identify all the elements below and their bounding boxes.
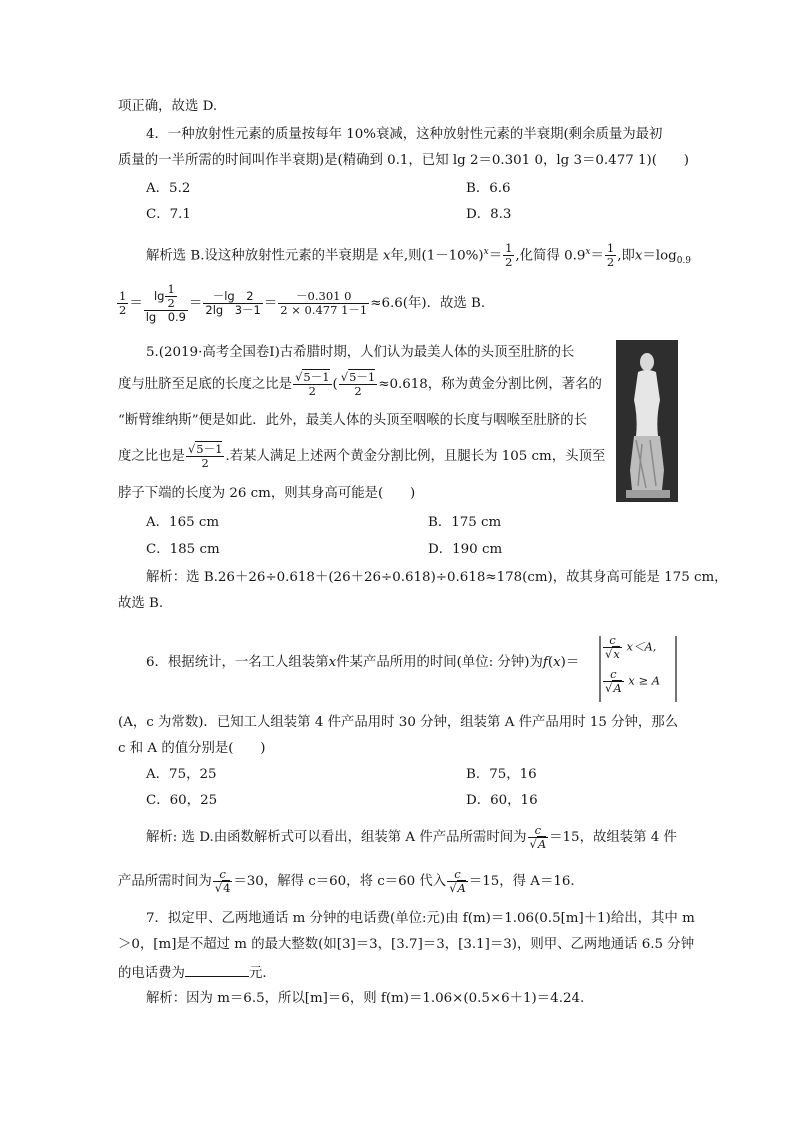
case-1 bbox=[602, 634, 656, 661]
q4-answer-line2: $\frac{1}{2}$ ＝ lg $\frac{1}{2}$ lg 0.9 ＝ $\frac{-\lg 2}{2\lg 3-1}$ ＝ $\frac{-0.301 0}{2 \times 0.477 1-1}$ ≈6.6(年)．故选 B. bbox=[119, 282, 486, 324]
numerator: 1 bbox=[505, 241, 513, 256]
numerator: 1 bbox=[606, 241, 615, 256]
denominator: 2 bbox=[167, 296, 175, 310]
text-span: ( bbox=[547, 655, 554, 670]
numerator: √5－1 bbox=[295, 370, 330, 384]
text-span: 度与肚脐至足底的长度之比是 bbox=[118, 377, 293, 392]
fraction-half bbox=[605, 242, 616, 269]
text-span: 质量的一半所需的时间叫作半衰期)是(精确到 0.1，已知 lg 2＝0.301 0，lg 3＝0.477 1)( ) bbox=[118, 153, 689, 168]
numerator: c bbox=[528, 824, 549, 838]
fraction-golden bbox=[293, 371, 331, 398]
denominator: √A bbox=[605, 681, 622, 695]
text-span: 7．拟定甲、乙两地通话 m 分钟的电话费(单位:元)由 f(m)＝1.06(0.5[m]＋1)给出，其中 m bbox=[146, 911, 695, 926]
numerator: －0.301 0 bbox=[278, 290, 369, 304]
denominator: lg 0.9 bbox=[145, 310, 187, 324]
text-span: 产品所需时间为 bbox=[118, 874, 212, 889]
fraction-c-sqrt-a bbox=[447, 868, 468, 895]
fraction-lg-half bbox=[144, 283, 188, 324]
text-span: ＝15，得 A＝16. bbox=[468, 874, 575, 889]
q5-stem-line1 bbox=[0, 344, 794, 362]
text-span: )＝ bbox=[560, 655, 580, 670]
numerator: c bbox=[603, 668, 624, 682]
text-span: ≈0.618，称为黄金分割比例，著名的 bbox=[378, 377, 602, 392]
denominator: √A bbox=[449, 881, 466, 895]
text-span: 元． bbox=[248, 966, 276, 981]
fraction-numeric bbox=[278, 290, 369, 317]
denominator: 2lg 3－1 bbox=[205, 303, 261, 317]
fraction-c-sqrt-a bbox=[528, 824, 549, 851]
q6-stem-line3 bbox=[0, 740, 794, 758]
denominator: √A bbox=[529, 837, 547, 851]
fraction-half bbox=[503, 242, 514, 269]
text-span: 解析：选 B.26＋26÷0.618＋(26＋26÷0.618)÷0.618≈178(cm)，故其身高可能是 175 cm， bbox=[146, 570, 728, 585]
q6-answer-line1 bbox=[0, 818, 794, 858]
denominator: 2 × 0.477 1－1 bbox=[280, 303, 368, 317]
text-span: 年,则(1－10%) bbox=[390, 248, 484, 264]
text-span: ＝ bbox=[590, 248, 604, 264]
q4-option-d: D．8.3 bbox=[466, 207, 512, 222]
fraction-half bbox=[117, 290, 128, 317]
fraction-golden bbox=[186, 443, 224, 470]
condition-text: x ≥ A bbox=[628, 673, 661, 688]
text-span: ＝log bbox=[642, 248, 677, 264]
q7-stem-line1 bbox=[0, 910, 794, 928]
log-base: 0.9 bbox=[676, 256, 692, 267]
text-span: .若某人满足上述两个黄金分割比例，且腿长为 105 cm，头顶至 bbox=[225, 449, 606, 464]
denominator: 2 bbox=[308, 384, 316, 398]
q6-stem-line2 bbox=[0, 714, 794, 732]
exponent-x: x bbox=[585, 247, 591, 257]
numerator: c bbox=[213, 868, 233, 882]
q6-answer-line2 bbox=[0, 862, 794, 902]
q4-option-a: A．5.2 bbox=[146, 181, 191, 196]
q5-stem-line2 bbox=[0, 368, 794, 402]
radicand: 4 bbox=[223, 881, 231, 895]
text-span: 4．一种放射性元素的质量按每年 10%衰减，这种放射性元素的半衰期(剩余质量为最初 bbox=[146, 127, 663, 142]
text-span: “断臂维纳斯”便是如此．此外，最美人体的头顶至咽喉的长度与咽喉至肚脐的长 bbox=[118, 413, 587, 428]
q5-stem-line5 bbox=[0, 485, 794, 503]
text-line bbox=[0, 98, 794, 116]
q5-option-a: A．165 cm bbox=[146, 515, 220, 530]
denominator: 2 bbox=[505, 255, 513, 270]
fraction-c-sqrt-x bbox=[603, 634, 622, 661]
text-span: ,即 bbox=[617, 248, 635, 264]
denominator: 2 bbox=[201, 456, 209, 470]
denominator: √4 bbox=[214, 881, 231, 895]
q5-option-c: C．185 cm bbox=[146, 542, 220, 557]
radicand: 5－1 bbox=[303, 370, 330, 384]
piecewise-function bbox=[596, 634, 680, 704]
q7-stem-line3 bbox=[0, 962, 794, 983]
q4-stem-line1 bbox=[0, 126, 794, 144]
radicand: A bbox=[457, 881, 466, 895]
text-span: 5.(2019·高考全国卷Ⅰ)古希腊时期，人们认为最美人体的头顶至肚脐的长 bbox=[146, 345, 575, 360]
q4-stem-line2 bbox=[0, 152, 794, 170]
denominator: 2 bbox=[354, 384, 362, 398]
case-2 bbox=[602, 668, 660, 695]
numerator: √5－1 bbox=[187, 442, 223, 456]
text-span: ＞0，[m]是不超过 m 的最大整数(如[3]＝3，[3.7]＝3，[3.1]＝3)，则甲、乙两地通话 6.5 分钟 bbox=[118, 937, 695, 952]
text-span: ,化简得 0.9 bbox=[515, 248, 586, 264]
text-span: 6．根据统计，一名工人组装第 bbox=[146, 655, 329, 670]
text-span: 项正确，故选 D. bbox=[118, 99, 218, 114]
text-span: ( bbox=[332, 377, 338, 392]
text-span: 解析选 B.设这种放射性元素的半衰期是 bbox=[146, 248, 379, 264]
text-span: c 和 A 的值分别是( ) bbox=[118, 741, 266, 756]
variable-x: x bbox=[553, 655, 561, 670]
q5-answer-line1 bbox=[0, 569, 794, 587]
exponent-x: x bbox=[483, 247, 489, 257]
text-span: ＝15，故组装第 4 件 bbox=[549, 830, 677, 845]
q7-answer-line bbox=[0, 990, 794, 1008]
text-span: 解析：因为 m＝6.5，所以[m]＝6，则 f(m)＝1.06×(0.5×6＋1)＝4.24. bbox=[146, 991, 585, 1006]
text-span: 度之比也是 bbox=[118, 449, 185, 464]
q4-answer-line1 bbox=[0, 236, 794, 277]
text-span: lg bbox=[153, 289, 165, 303]
function-f: f bbox=[542, 655, 548, 670]
numerator: 1 bbox=[167, 282, 175, 296]
answer-blank[interactable] bbox=[185, 962, 249, 977]
numerator: c bbox=[447, 868, 468, 882]
text-span: 解析: 选 D.由函数解析式可以看出，组装第 A 件产品所需时间为 bbox=[146, 830, 527, 845]
denominator: 2 bbox=[119, 303, 127, 317]
variable-x: x bbox=[328, 655, 337, 670]
radicand: A bbox=[537, 837, 547, 851]
q4-option-b: B．6.6 bbox=[466, 181, 511, 196]
numerator: 1 bbox=[119, 289, 127, 303]
text-span: (A，c 为常数)．已知工人组装第 4 件产品用时 30 分钟，组装第 A 件产品用时 15 分钟，那么 bbox=[118, 715, 679, 730]
radicand: 5－1 bbox=[196, 442, 223, 456]
q7-stem-line2 bbox=[0, 936, 794, 954]
text-span: ＝ bbox=[488, 248, 503, 264]
q5-option-b: B．175 cm bbox=[428, 515, 502, 530]
fraction-half bbox=[165, 283, 176, 310]
q5-option-d: D．190 cm bbox=[428, 542, 503, 557]
text-span: 脖子下端的长度为 26 cm，则其身高可能是( ) bbox=[118, 486, 416, 501]
numerator: √5－1 bbox=[340, 370, 376, 384]
variable-x: x bbox=[634, 248, 643, 264]
q6-option-a: A．75，25 bbox=[146, 767, 217, 782]
fraction-c-sqrt-a bbox=[603, 668, 624, 695]
denominator: √x bbox=[605, 647, 620, 661]
variable-x: x bbox=[382, 248, 391, 264]
text-span: ≈6.6(年)．故选 B. bbox=[370, 296, 486, 311]
radicand: x bbox=[613, 647, 620, 661]
q5-stem-line4 bbox=[0, 440, 794, 474]
numerator: c bbox=[603, 634, 622, 648]
q6-option-c: C．60，25 bbox=[146, 793, 218, 808]
numerator bbox=[144, 283, 188, 311]
q6-option-b: B．75，16 bbox=[466, 767, 537, 782]
q5-stem-line3 bbox=[0, 412, 794, 430]
denominator: 2 bbox=[606, 255, 615, 270]
radicand: A bbox=[613, 681, 622, 695]
q6-option-d: D．60，16 bbox=[466, 793, 538, 808]
q5-answer-line2 bbox=[0, 595, 794, 613]
text-span: ＝30，解得 c＝60，将 c＝60 代入 bbox=[233, 874, 447, 889]
fraction-c-sqrt-4 bbox=[213, 868, 233, 895]
text-span: 故选 B. bbox=[118, 596, 164, 611]
fraction-lg-expr bbox=[203, 290, 262, 317]
text-span: 的电话费为 bbox=[118, 966, 185, 981]
condition-text: x＜A, bbox=[626, 639, 657, 654]
numerator: －lg 2 bbox=[203, 290, 262, 304]
text-span: 件某产品所用的时间(单位: 分钟)为 bbox=[336, 655, 543, 670]
radicand: 5－1 bbox=[349, 370, 376, 384]
fraction-golden bbox=[339, 371, 377, 398]
q4-option-c: C．7.1 bbox=[146, 207, 191, 222]
